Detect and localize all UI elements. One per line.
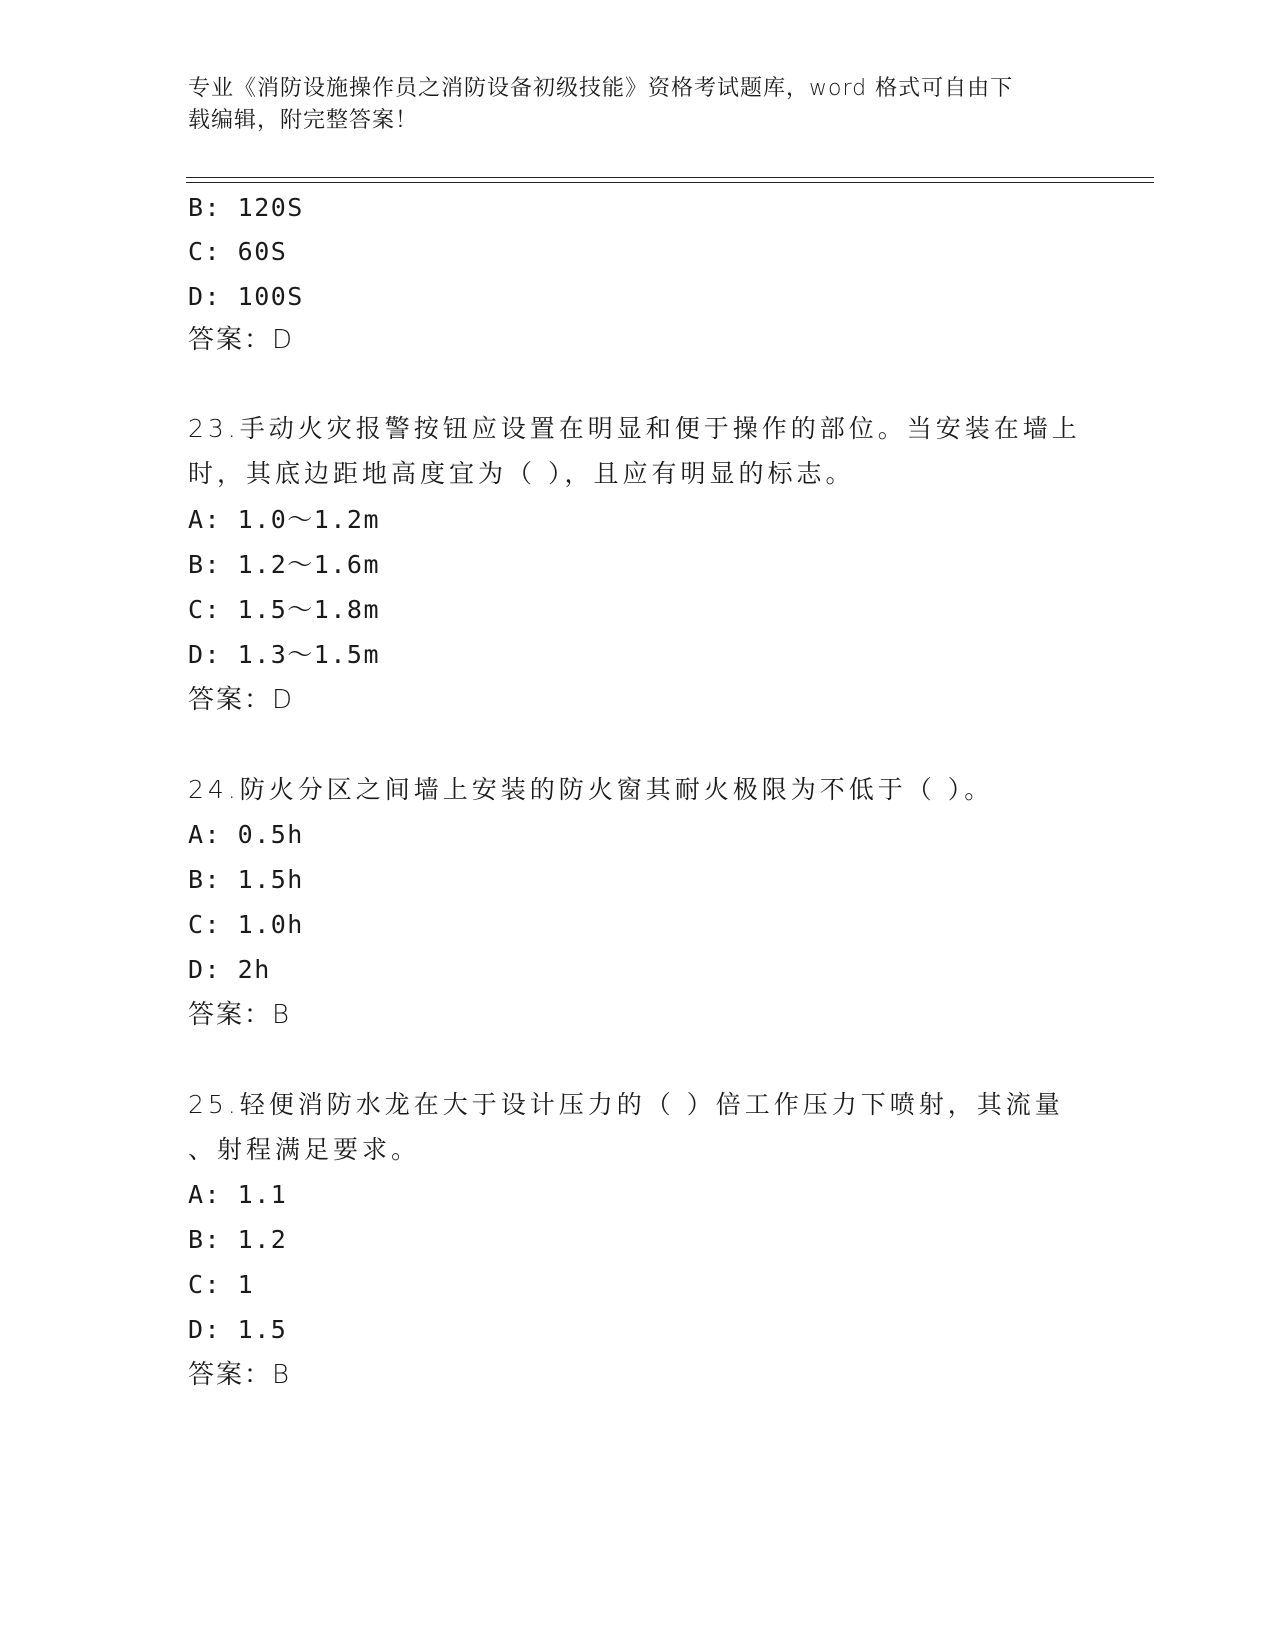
question-text: 时，其底边距地高度宜为（ ），且应有明显的标志。 (188, 459, 855, 488)
answer-label: 答案：D (188, 325, 295, 355)
option-d: D: 1.5 (188, 1315, 288, 1344)
answer-label: 答案：D (188, 685, 295, 715)
option-d: D: 2h (188, 955, 271, 984)
option-a: A: 1.1 (188, 1180, 288, 1209)
question-text: 24.防火分区之间墙上安装的防火窗其耐火极限为不低于（ ）。 (188, 775, 994, 804)
option-c: C: 1.0h (188, 910, 304, 939)
option-c: C: 60S (188, 237, 288, 266)
option-a: A: 0.5h (188, 820, 304, 849)
option-b: B: 1.5h (188, 865, 304, 894)
option-d: D: 100S (188, 282, 304, 311)
answer-label: 答案：B (188, 1000, 292, 1030)
option-b: B: 1.2～1.6m (188, 550, 381, 579)
option-b: B: 1.2 (188, 1225, 288, 1254)
option-b: B: 120S (188, 193, 304, 222)
question-text: 23.手动火灾报警按钮应设置在明显和便于操作的部位。当安装在墙上 (188, 414, 1081, 443)
document-header (188, 73, 1088, 137)
option-c: C: 1.5～1.8m (188, 595, 381, 624)
header-divider-bottom (186, 182, 1154, 183)
answer-label: 答案：B (188, 1360, 292, 1390)
header-line-2: 载编辑，附完整答案！ (188, 108, 419, 133)
question-text: 25.轻便消防水龙在大于设计压力的（ ）倍工作压力下喷射，其流量 (188, 1090, 1064, 1119)
header-divider-top (186, 177, 1154, 178)
option-a: A: 1.0～1.2m (188, 505, 381, 534)
header-line-1: 专业《消防设施操作员之消防设备初级技能》资格考试题库，word 格式可自由下 (188, 76, 1014, 101)
option-c: C: 1 (188, 1270, 255, 1299)
question-text: 、射程满足要求。 (188, 1135, 421, 1164)
option-d: D: 1.3～1.5m (188, 640, 381, 669)
